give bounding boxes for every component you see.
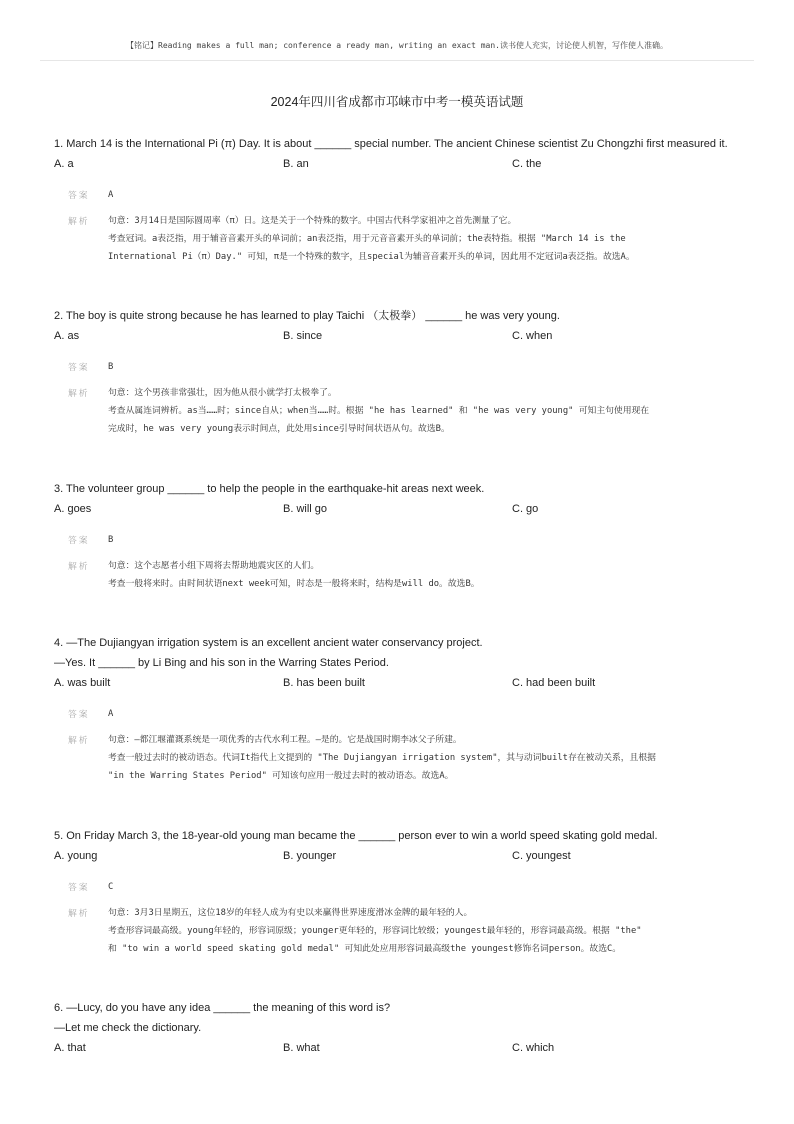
analysis-line: "in the Warring States Period" 可知该句应用一般过去时的被动语态。故选A。 — [108, 771, 454, 781]
question-stem: 5. On Friday March 3, the 18-year-old young man became the ______ person ever to win a world speed skating gold medal. — [54, 830, 658, 842]
option-b: B. has been built — [283, 677, 365, 689]
question-4 — [54, 633, 754, 785]
question-stem: —Yes. It ______ by Li Bing and his son in the Warring States Period. — [54, 657, 389, 669]
analysis-label: 解析 — [68, 908, 90, 918]
analysis-line: 考查从属连词辨析。as当……时；since自从；when当……时。根据 "he has learned" 和 "he was very young" 可知主句使用现在 — [108, 406, 650, 416]
question-options — [54, 499, 754, 519]
analysis-row — [54, 557, 754, 593]
analysis-row — [54, 212, 754, 266]
option-c: C. the — [512, 158, 542, 170]
analysis-line: 完成时，he was very young表示时间点，此处用since引导时间状语从句。故选B。 — [108, 424, 450, 434]
solution-block — [54, 531, 754, 593]
answer-row — [54, 358, 754, 376]
answer-row — [54, 186, 754, 204]
option-c: C. which — [512, 1042, 555, 1054]
question-options — [54, 154, 754, 174]
question-options — [54, 673, 754, 693]
answer-value: A — [108, 709, 114, 719]
header-divider — [40, 60, 754, 61]
option-a: A. that — [54, 1042, 86, 1054]
solution-block — [54, 878, 754, 958]
question-5 — [54, 826, 754, 958]
option-a: A. as — [54, 330, 80, 342]
option-a: A. young — [54, 850, 98, 862]
answer-row — [54, 878, 754, 896]
option-c: C. go — [512, 503, 539, 515]
answer-value: B — [108, 362, 114, 372]
option-b: B. will go — [283, 503, 328, 515]
document-title: 2024年四川省成都市邛崃市中考一模英语试题 — [270, 95, 524, 109]
answer-row — [54, 531, 754, 549]
analysis-line: 和 "to win a world speed skating gold medal" 可知此处应用形容词最高级the youngest修饰名词person。故选C。 — [108, 944, 622, 954]
answer-label: 答案 — [68, 882, 90, 892]
analysis-line: 句意：—都江堰灌溉系统是一项优秀的古代水利工程。—是的。它是战国时期李冰父子所建。 — [108, 735, 462, 745]
answer-value: C — [108, 882, 114, 892]
question-stem: 3. The volunteer group ______ to help the people in the earthquake-hit areas next week. — [54, 483, 485, 495]
question-stem: —Let me check the dictionary. — [54, 1022, 202, 1034]
question-options — [54, 846, 754, 866]
question-2 — [54, 306, 754, 438]
analysis-row — [54, 904, 754, 958]
analysis-label: 解析 — [68, 388, 90, 398]
analysis-line: 考查一般将来时。由时间状语next week可知，时态是一般将来时，结构是will do。故选B。 — [108, 579, 480, 589]
analysis-line: 句意：这个男孩非常强壮，因为他从很小就学打太极拳了。 — [108, 388, 337, 398]
analysis-line: 句意：这个志愿者小组下周将去帮助地震灾区的人们。 — [108, 561, 320, 571]
option-b: B. since — [283, 330, 323, 342]
answer-label: 答案 — [68, 535, 90, 545]
solution-block — [54, 358, 754, 438]
option-b: B. an — [283, 158, 309, 170]
question-options — [54, 1038, 754, 1058]
question-6 — [54, 998, 754, 1058]
analysis-label: 解析 — [68, 561, 90, 571]
question-1 — [54, 134, 754, 266]
option-a: A. was built — [54, 677, 111, 689]
solution-block — [54, 705, 754, 785]
answer-label: 答案 — [68, 709, 90, 719]
answer-value: A — [108, 190, 114, 200]
answer-label: 答案 — [68, 362, 90, 372]
option-b: B. younger — [283, 850, 337, 862]
analysis-line: 考查形容词最高级。young年轻的，形容词原级；younger更年轻的，形容词比较级；youngest最年轻的，形容词最高级。根据 "the" — [108, 926, 642, 936]
question-stem: 1. March 14 is the International Pi (π) Day. It is about ______ special number. The ancient Chinese scientist Zu Chongzhi first measured it. — [54, 138, 728, 150]
option-c: C. when — [512, 330, 553, 342]
option-c: C. youngest — [512, 850, 571, 862]
analysis-row — [54, 384, 754, 438]
question-stem: 4. —The Dujiangyan irrigation system is an excellent ancient water conservancy project. — [54, 637, 483, 649]
question-stem: 2. The boy is quite strong because he has learned to play Taichi （太极拳） ______ he was very young. — [54, 310, 560, 322]
solution-block — [54, 186, 754, 266]
answer-row — [54, 705, 754, 723]
option-b: B. what — [283, 1042, 320, 1054]
analysis-label: 解析 — [68, 735, 90, 745]
question-stem: 6. —Lucy, do you have any idea ______ the meaning of this word is? — [54, 1002, 391, 1014]
analysis-line: 考查一般过去时的被动语态。代词It指代上文提到的 "The Dujiangyan irrigation system"，其与动词built存在被动关系，且根据 — [108, 753, 656, 763]
answer-value: B — [108, 535, 114, 545]
question-options — [54, 326, 754, 346]
analysis-row — [54, 731, 754, 785]
option-a: A. a — [54, 158, 74, 170]
question-3 — [54, 479, 754, 593]
analysis-line: 考查冠词。a表泛指，用于辅音音素开头的单词前；an表泛指，用于元音音素开头的单词前；the表特指。根据 "March 14 is the — [108, 234, 626, 244]
analysis-label: 解析 — [68, 216, 90, 226]
header-motto: 【铭记】Reading makes a full man; conference a ready man, writing an exact man.读书使人充实，讨论使人机智，写作使人准确。 — [126, 41, 668, 50]
analysis-line: 句意：3月3日星期五，这位18岁的年轻人成为有史以来赢得世界速度滑冰金牌的最年轻的人。 — [108, 908, 473, 918]
analysis-line: International Pi（π）Day." 可知，π是一个特殊的数字，且special为辅音音素开头的单词，因此用不定冠词a表泛指。故选A。 — [108, 252, 635, 262]
option-a: A. goes — [54, 503, 92, 515]
answer-label: 答案 — [68, 190, 90, 200]
option-c: C. had been built — [512, 677, 596, 689]
analysis-line: 句意：3月14日是国际圆周率（π）日。这是关于一个特殊的数字。中国古代科学家祖冲之首先测量了它。 — [108, 216, 517, 226]
